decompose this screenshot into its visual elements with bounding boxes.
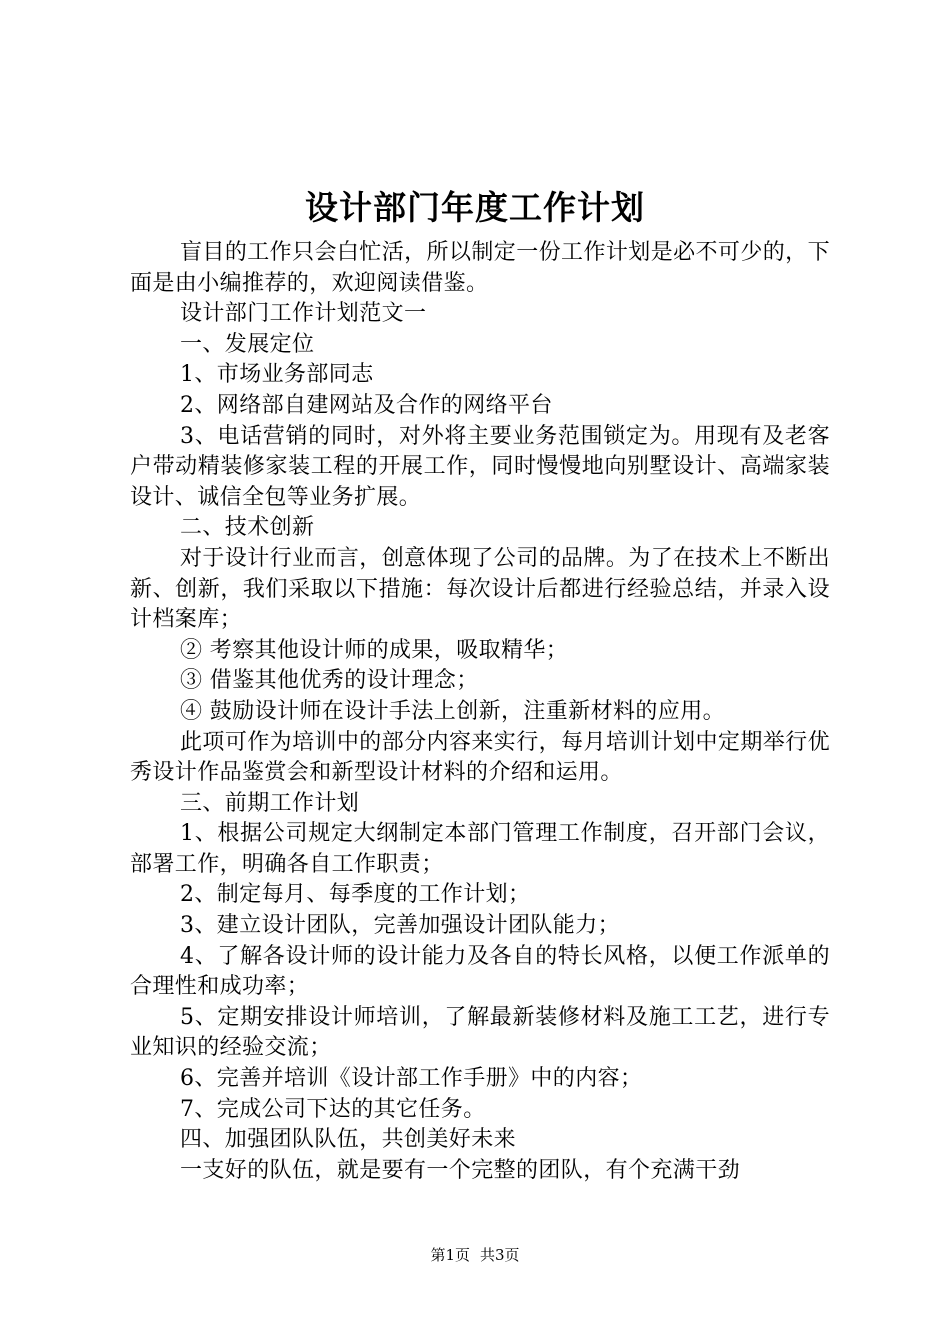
list-item: 2、制定每月、每季度的工作计划； xyxy=(180,882,531,908)
list-item: 6、完善并培训《设计部工作手册》中的内容； xyxy=(180,1066,643,1092)
list-item: 7、完成公司下达的其它任务。 xyxy=(180,1096,486,1122)
list-item: 1、根据公司规定大纲制定本部门管理工作制度，召开部门会议，部署工作，明确各自工作职责； xyxy=(130,821,830,877)
body-paragraph: 此项可作为培训中的部分内容来实行，每月培训计划中定期举行优秀设计作品鉴赏会和新型设计材料的介绍和运用。 xyxy=(130,729,830,786)
body-paragraph: 对于设计行业而言，创意体现了公司的品牌。为了在技术上不断出新、创新，我们采取以下措施：每次设计后都进行经验总结，并录入设计档案库； xyxy=(130,545,830,633)
section-heading-1: 一、发展定位 xyxy=(180,331,315,357)
list-item: 3、电话营销的同时，对外将主要业务范围锁定为。用现有及老客户带动精装修家装工程的开展工作，同时慢慢地向别墅设计、高端家装设计、诚信全包等业务扩展。 xyxy=(130,423,830,510)
page-number: 第1页 xyxy=(430,1246,470,1264)
page-footer xyxy=(0,1245,950,1265)
intro-paragraph: 盲目的工作只会白忙活，所以制定一份工作计划是必不可少的，下面是由小编推荐的，欢迎阅读借鉴。 xyxy=(130,240,830,296)
list-item: ④ 鼓励设计师在设计手法上创新，注重新材料的应用。 xyxy=(180,698,725,724)
document-body xyxy=(130,238,830,1186)
section-heading-4: 四、加强团队队伍，共创美好未来 xyxy=(180,1127,517,1153)
section-heading-3: 三、前期工作计划 xyxy=(180,790,360,816)
section-heading-2: 二、技术创新 xyxy=(180,515,315,541)
list-item: 3、建立设计团队，完善加强设计团队能力； xyxy=(180,913,620,939)
document-title: 设计部门年度工作计划 xyxy=(305,188,645,227)
list-item: 1、市场业务部同志 xyxy=(180,362,374,388)
list-item: 5、定期安排设计师培训，了解最新装修材料及施工工艺，进行专业知识的经验交流； xyxy=(130,1004,830,1061)
list-item: ② 考察其他设计师的成果，吸取精华； xyxy=(180,637,569,663)
page-total: 共3页 xyxy=(480,1246,520,1264)
list-item: ③ 借鉴其他优秀的设计理念； xyxy=(180,668,479,694)
list-item: 4、了解各设计师的设计能力及各自的特长风格，以便工作派单的合理性和成功率； xyxy=(130,943,830,1000)
list-item: 2、网络部自建网站及合作的网络平台 xyxy=(180,392,553,418)
sample-heading: 设计部门工作计划范文一 xyxy=(180,301,427,327)
body-paragraph: 一支好的队伍，就是要有一个完整的团队，有个充满干劲 xyxy=(180,1157,741,1183)
